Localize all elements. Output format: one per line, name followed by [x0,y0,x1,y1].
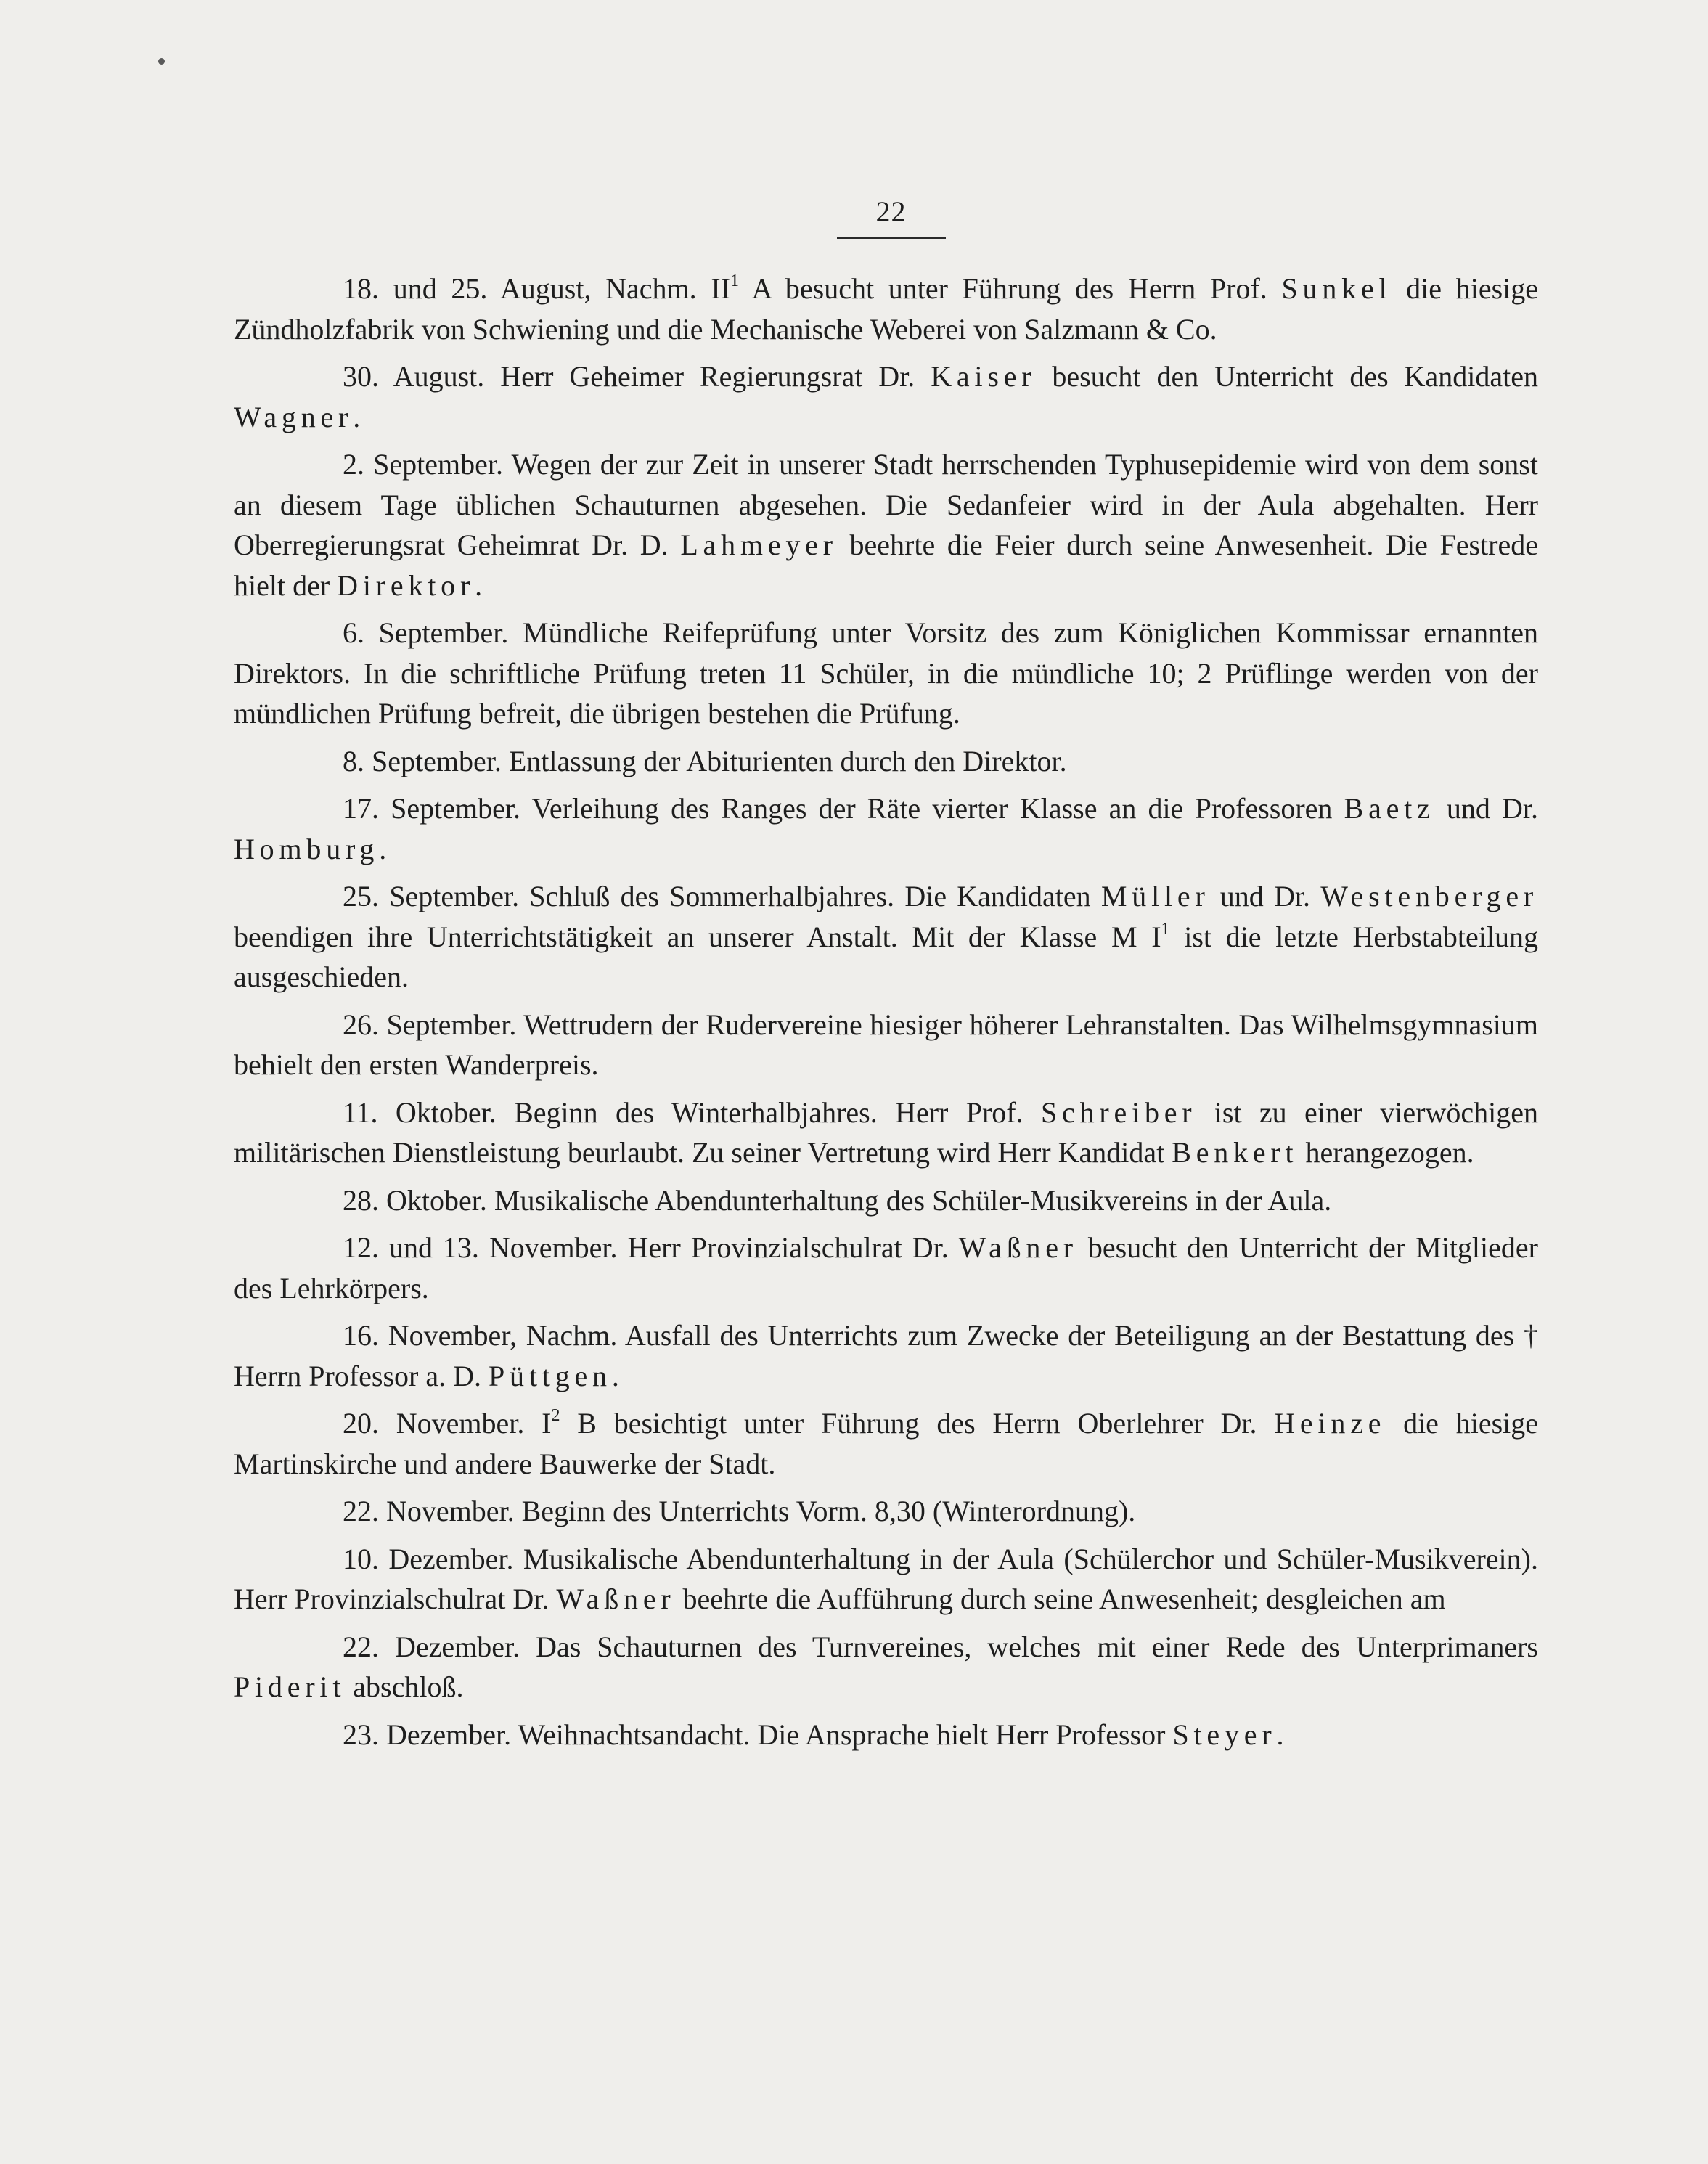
entry-august-18-25: 18. und 25. August, Nachm. $II^1$ A besucht unter Führung des Herrn Prof. Sunkel die hiesige Zündholzfabrik von Schwiening und die Mechanische Weberei von Salzmann & Co. [234,271,1539,346]
entry-date: 30. August. [343,360,485,393]
entry-date: 22. Dezember. [343,1630,520,1663]
entry-august-30: 30. August. Herr Geheimer Regierungsrat Dr. Kaiser besucht den Unterricht des Kandidaten Wagner. [234,360,1539,433]
person-name: Sunkel [1281,272,1392,305]
entry-date: 25. September. [343,880,520,912]
person-name: Piderit [234,1670,346,1703]
entry-september-2: 2. September. Wegen der zur Zeit in unserer Stadt herrschenden Typhusepidemie wird von dem sonst an diesem Tage üblichen Schauturnen abgesehen. Die Sedanfeier wird in der Aula abgehalten. Herr Oberregierungsrat Geheimrat Dr. D. Lahmeyer beehrte die Feier durch seine Anwesenheit. Die Festrede hielt der Direktor. [234,448,1538,602]
entry-date: 23. Dezember. [343,1718,512,1751]
entry-september-17: 17. September. Verleihung des Ranges der Räte vierter Klasse an die Professoren Baetz und Dr. Homburg. [234,792,1539,865]
entry-date: 10. Dezember. [343,1542,514,1575]
person-name: Homburg [234,832,380,865]
person-name: Benkert [1172,1136,1299,1169]
entry-date: 6. September. [343,616,509,649]
entry-date: 17. September. [343,792,521,825]
person-name: Kaiser [931,360,1037,393]
entry-date: 26. September. [343,1008,517,1041]
person-name: Müller [1100,880,1210,912]
person-name: Heinze [1274,1407,1386,1440]
person-name: Wagner [234,400,354,433]
entry-dezember-10: 10. Dezember. Musikalische Abendunterhaltung in der Aula (Schülerchor und Schüler-Musikverein). Herr Provinzialschulrat Dr. Waßner beehrte die Aufführung durch seine Anwesenheit; desgleichen am [234,1542,1538,1615]
person-name: Westenberger [1320,880,1539,912]
person-name: Direktor [337,568,475,602]
header-rule [837,237,946,239]
entry-november-20: 20. November. $I^2$ B besichtigt unter Führung des Herrn Oberlehrer Dr. Heinze die hiesige Martinskirche und andere Bauwerke der Stadt. [234,1406,1539,1480]
chronicle-entries [234,269,1538,1755]
entry-date: 12. und 13. November. [343,1231,618,1264]
entry-oktober-11: 11. Oktober. Beginn des Winterhalbjahres. Herr Prof. Schreiber ist zu einer vierwöchigen militärischen Dienstleistung beurlaubt. Zu seiner Vertretung wird Herr Kandidat Benkert herangezogen. [234,1095,1539,1169]
person-name: Waßner [556,1583,676,1615]
page-number: 22 [875,195,907,228]
entry-dezember-22: 22. Dezember. Das Schauturnen des Turnvereines, welches mit einer Rede des Unterprimaners Piderit abschloß. [234,1630,1538,1703]
entry-date: 20. November. [343,1407,525,1440]
entry-november-12-13: 12. und 13. November. Herr Provinzialschulrat Dr. Waßner besucht den Unterricht der Mitglieder des Lehrkörpers. [234,1231,1538,1304]
entry-date: 8. September. [343,744,502,777]
entry-oktober-28: 28. Oktober. Musikalische Abendunterhaltung des Schüler-Musikvereins in der Aula. [343,1183,1332,1217]
entry-november-16: 16. November, Nachm. Ausfall des Unterrichts zum Zwecke der Beteiligung an der Bestattung des † Herrn Professor a. D. Püttgen. [234,1319,1538,1392]
person-name: Püttgen [489,1359,612,1392]
entry-september-6: 6. September. Mündliche Reifeprüfung unter Vorsitz des zum Königlichen Kommissar ernannten Direktors. In die schriftliche Prüfung treten 11 Schüler, in die mündliche 10; 2 Prüflinge werden von der mündlichen Prüfung befreit, die übrigen bestehen die Prüfung. [234,616,1538,730]
entry-dezember-23: 23. Dezember. Weihnachtsandacht. Die Ansprache hielt Herr Professor Steyer. [343,1718,1284,1751]
entry-date: 11. Oktober. [343,1095,497,1129]
entry-date: 18. und 25. August, Nachm. [343,272,697,305]
entry-september-8: 8. September. Entlassung der Abiturienten durch den Direktor. [343,744,1067,777]
entry-november-22: 22. November. Beginn des Unterrichts Vorm. 8,30 (Winterordnung). [343,1495,1136,1527]
person-name: Schreiber [1040,1095,1197,1129]
person-name: Steyer [1172,1718,1277,1751]
ink-speck [158,58,165,65]
entry-date: 2. September. [343,448,504,481]
entry-september-25: 25. September. Schluß des Sommerhalbjahres. Die Kandidaten Müller und Dr. Westenberger beendigen ihre Unterrichtstätigkeit an unserer Anstalt. Mit der Klasse M $I^1$ ist die letzte Herbstabteilung ausgeschieden. [234,880,1539,993]
person-name: Baetz [1344,792,1435,825]
entry-date: 28. Oktober. [343,1183,487,1217]
person-name: Waßner [958,1231,1078,1264]
entry-date: 22. November. [343,1495,515,1527]
entry-september-26: 26. September. Wettrudern der Rudervereine hiesiger höherer Lehranstalten. Das Wilhelmsgymnasium behielt den ersten Wanderpreis. [234,1008,1538,1081]
person-name: Lahmeyer [680,528,838,561]
page-header [817,195,965,239]
entry-date: 16. November, Nachm. [343,1319,618,1352]
